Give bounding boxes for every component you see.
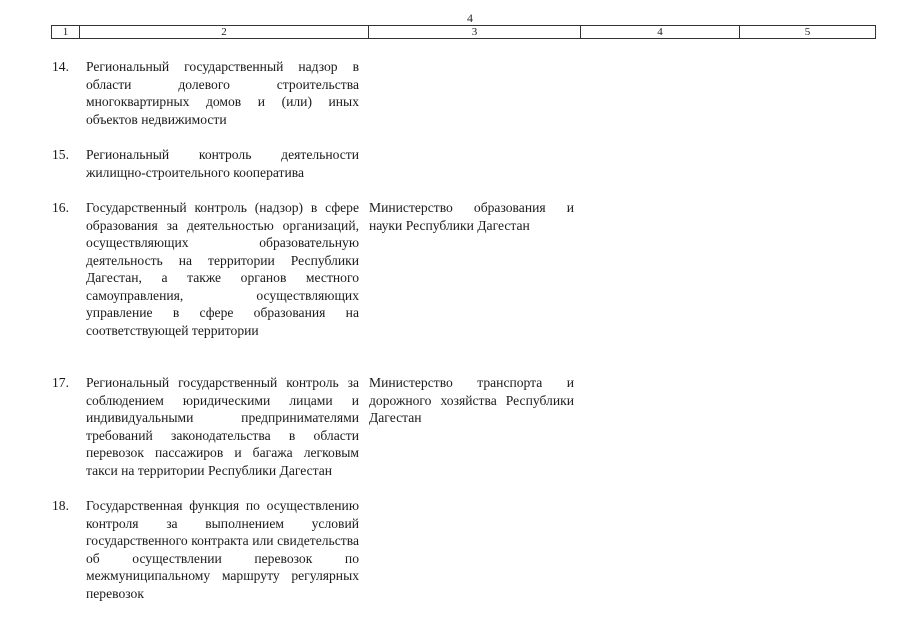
row-number: 17. [52,375,69,390]
control-function-name: Государственный контроль (надзор) в сфере образования за деятельностью организаций, осуществляющих образовательную деятельность на территории Республики Дагестан, а также органов местного самоуправления, осуществляющих управление в сфере образования на соответствующей территории [86,200,359,338]
row-number: 15. [52,147,69,162]
responsible-authority: Министерство транспорта и дорожного хозяйства Республики Дагестан [369,375,574,425]
row-number: 18. [52,498,69,513]
row-number: 16. [52,200,69,215]
page-number: 4 [467,11,473,25]
responsible-authority: Министерство образования и науки Республики Дагестан [369,200,574,233]
control-function-name: Региональный государственный контроль за соблюдением юридическими лицами и индивидуальными предпринимателями требований законодательства в области перевозок пассажиров и багажа легковым такси на территории Республики Дагестан [86,375,359,478]
control-function-name: Региональный контроль деятельности жилищно-строительного кооператива [86,147,359,180]
column-header-3: 3 [369,26,581,38]
column-header-2: 2 [80,26,369,38]
column-header-4: 4 [581,26,740,38]
control-function-name: Региональный государственный надзор в области долевого строительства многоквартирных домов и (или) иных объектов недвижимости [86,59,359,127]
table-header-row [51,25,876,39]
column-header-5: 5 [804,26,811,38]
column-header-1: 1 [52,26,80,38]
control-function-name: Государственная функция по осуществлению контроля за выполнением условий государственного контракта или свидетельства об осуществлении перевозок по межмуниципальному маршруту регулярных перевозок [86,498,359,601]
row-number: 14. [52,59,69,74]
